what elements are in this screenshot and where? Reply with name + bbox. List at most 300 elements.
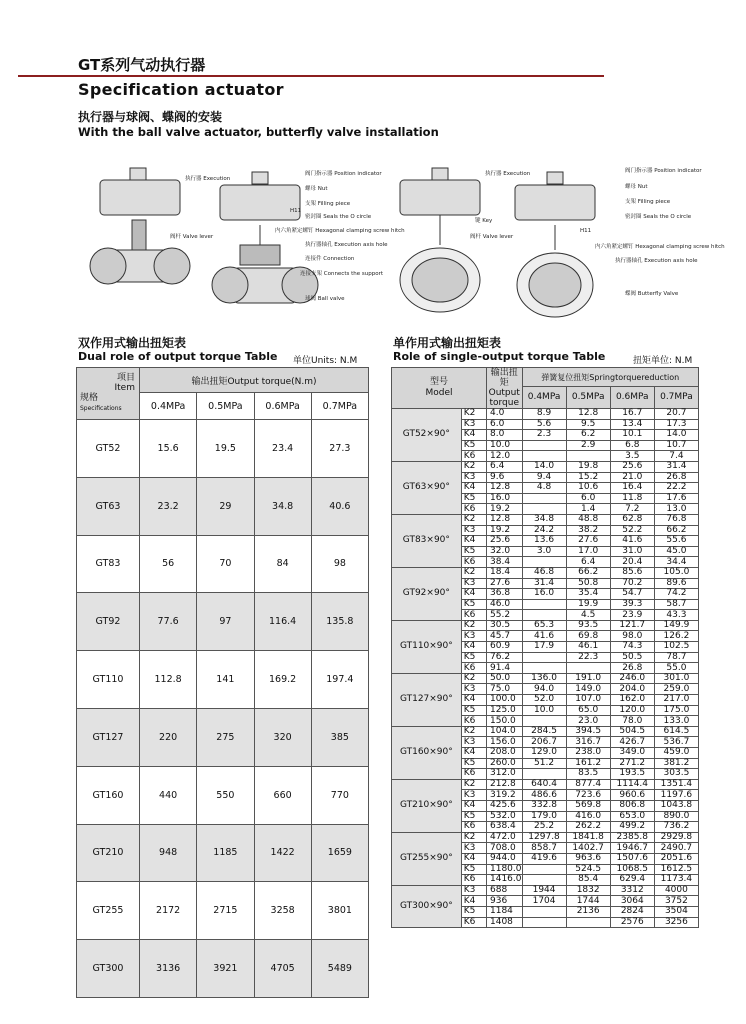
spring-torque-cell: 3064 [610, 896, 654, 907]
spring-torque-cell: 39.3 [610, 599, 654, 610]
spring-torque-cell: 129.0 [522, 748, 566, 759]
spring-torque-cell: 55.0 [654, 663, 698, 674]
k-cell: K3 [461, 843, 486, 854]
spring-torque-cell: 162.0 [610, 695, 654, 706]
model-group-cell: GT160×90° [392, 726, 462, 779]
spring-torque-cell: 2385.8 [610, 832, 654, 843]
model-cell: GT210 [77, 824, 140, 882]
spring-torque-cell: 65.0 [566, 705, 610, 716]
k-cell: K4 [461, 695, 486, 706]
torque-cell: 948 [140, 824, 197, 882]
label-axis-hole-r: 执行器轴孔 Execution axis hole [615, 258, 698, 264]
model-group-cell: GT300×90° [392, 885, 462, 927]
k-cell: K4 [461, 589, 486, 600]
label-position-indicator-r: 阀门指示器 Position indicator [625, 168, 702, 174]
corner-item-en: Item [114, 383, 135, 393]
output-torque-cell: 638.4 [487, 822, 523, 833]
torque-cell: 23.2 [140, 477, 197, 535]
spring-torque-cell: 175.0 [654, 705, 698, 716]
k-cell: K5 [461, 758, 486, 769]
spring-torque-cell: 1507.6 [610, 853, 654, 864]
spring-torque-cell: 51.2 [522, 758, 566, 769]
spring-torque-cell: 1832 [566, 885, 610, 896]
single-table-title-cn: 单作用式输出扭矩表 [393, 336, 502, 350]
spring-torque-cell [522, 599, 566, 610]
spring-torque-cell: 1.4 [566, 504, 610, 515]
spring-torque-cell: 504.5 [610, 726, 654, 737]
torque-cell: 19.5 [197, 420, 254, 478]
spring-torque-cell [522, 716, 566, 727]
spring-torque-cell: 736.2 [654, 822, 698, 833]
k-cell: K6 [461, 557, 486, 568]
label-butterfly-valve-r: 蝶阀 Butterfly Valve [625, 291, 679, 297]
k-cell: K2 [461, 514, 486, 525]
output-torque-cell: 708.0 [487, 843, 523, 854]
output-torque-cell: 4.0 [487, 409, 523, 420]
label-connect-support: 连接支架 Connects the support [300, 271, 383, 277]
torque-cell: 116.4 [254, 593, 311, 651]
single-table-title-en: Role of single-output torque Table [393, 350, 606, 363]
torque-cell: 770 [311, 766, 368, 824]
spring-torque-cell: 66.2 [566, 567, 610, 578]
k-cell: K4 [461, 853, 486, 864]
output-torque-cell: 76.2 [487, 652, 523, 663]
label-nut: 螺母 Nut [305, 186, 328, 192]
torque-cell: 1185 [197, 824, 254, 882]
spring-torque-cell: 76.8 [654, 514, 698, 525]
torque-cell: 1422 [254, 824, 311, 882]
output-torque-cell: 36.8 [487, 589, 523, 600]
spring-torque-cell: 246.0 [610, 673, 654, 684]
label-seals-r: 密封圈 Seals the O circle [625, 214, 692, 220]
single-torque-table [391, 367, 699, 928]
label-position-indicator: 阀门指示器 Position indicator [305, 171, 382, 177]
spring-torque-cell: 640.4 [522, 779, 566, 790]
output-torque-cell: 12.8 [487, 483, 523, 494]
spring-torque-cell: 284.5 [522, 726, 566, 737]
dual-table-row [77, 824, 369, 882]
spring-torque-cell: 2.3 [522, 430, 566, 441]
spring-torque-cell: 107.0 [566, 695, 610, 706]
torque-cell: 40.6 [311, 477, 368, 535]
spring-torque-cell: 5.6 [522, 419, 566, 430]
spring-torque-cell: 17.6 [654, 493, 698, 504]
k-cell: K3 [461, 684, 486, 695]
spring-torque-cell: 23.9 [610, 610, 654, 621]
spring-torque-cell: 43.3 [654, 610, 698, 621]
dual-table-row [77, 882, 369, 940]
spring-header: 弹簧复位扭矩Springtorquereduction [522, 368, 699, 387]
spring-torque-cell: 78.7 [654, 652, 698, 663]
spring-torque-cell: 55.6 [654, 536, 698, 547]
spring-torque-cell: 149.9 [654, 620, 698, 631]
k-cell: K2 [461, 832, 486, 843]
spring-torque-cell: 3752 [654, 896, 698, 907]
output-torque-cell: 10.0 [487, 440, 523, 451]
spring-torque-cell [566, 917, 610, 928]
spring-torque-cell: 1351.4 [654, 779, 698, 790]
torque-cell: 3136 [140, 940, 197, 998]
spring-torque-cell [522, 557, 566, 568]
spring-torque-cell [566, 451, 610, 462]
spring-torque-cell: 10.0 [522, 705, 566, 716]
spring-torque-cell: 69.8 [566, 631, 610, 642]
torque-cell: 320 [254, 708, 311, 766]
k-cell: K6 [461, 716, 486, 727]
output-torque-cell: 75.0 [487, 684, 523, 695]
spring-torque-cell: 35.4 [566, 589, 610, 600]
single-table-row [392, 461, 699, 472]
torque-cell: 97 [197, 593, 254, 651]
k-cell: K3 [461, 578, 486, 589]
spring-torque-cell: 48.8 [566, 514, 610, 525]
spring-torque-cell [522, 610, 566, 621]
output-torque-cell: 50.0 [487, 673, 523, 684]
k-cell: K5 [461, 440, 486, 451]
spring-torque-cell: 1197.6 [654, 790, 698, 801]
model-group-cell: GT63×90° [392, 461, 462, 514]
output-torque-cell: 60.9 [487, 642, 523, 653]
single-table-row [392, 779, 699, 790]
single-table-row [392, 409, 699, 420]
torque-cell: 3801 [311, 882, 368, 940]
model-cell: GT92 [77, 593, 140, 651]
spring-torque-cell: 8.9 [522, 409, 566, 420]
label-filling-piece: 支架 Filling piece [305, 201, 351, 207]
spring-torque-cell: 19.8 [566, 461, 610, 472]
spring-torque-cell: 11.8 [610, 493, 654, 504]
output-torque-cell: 472.0 [487, 832, 523, 843]
spring-torque-cell: 193.5 [610, 769, 654, 780]
label-axis-hole: 执行器轴孔 Execution axis hole [305, 242, 388, 248]
k-cell: K6 [461, 822, 486, 833]
spring-torque-cell [522, 493, 566, 504]
output-torque-cell: 19.2 [487, 525, 523, 536]
spring-torque-cell: 2136 [566, 906, 610, 917]
spring-torque-cell: 74.2 [654, 589, 698, 600]
spring-torque-cell: 66.2 [654, 525, 698, 536]
output-torque-cell: 936 [487, 896, 523, 907]
k-cell: K5 [461, 599, 486, 610]
k-cell: K2 [461, 779, 486, 790]
torque-cell: 3921 [197, 940, 254, 998]
dual-table-row [77, 477, 369, 535]
single-table-row [392, 726, 699, 737]
spring-torque-cell: 6.0 [566, 493, 610, 504]
spring-torque-cell: 259.0 [654, 684, 698, 695]
spring-torque-cell: 1173.4 [654, 875, 698, 886]
spring-torque-cell: 301.0 [654, 673, 698, 684]
output-torque-header: 输出扭矩Output torque(N.m) [140, 368, 369, 393]
output-torque-cell: 6.0 [487, 419, 523, 430]
output-torque-cell: 688 [487, 885, 523, 896]
spring-torque-cell: 25.6 [610, 461, 654, 472]
output-torque-cell: 12.8 [487, 514, 523, 525]
torque-cell: 2172 [140, 882, 197, 940]
k-cell: K3 [461, 885, 486, 896]
spring-torque-cell: 9.5 [566, 419, 610, 430]
spring-torque-cell: 3504 [654, 906, 698, 917]
dual-table-row [77, 708, 369, 766]
spring-torque-cell: 349.0 [610, 748, 654, 759]
single-table-row [392, 885, 699, 896]
spring-torque-cell: 58.7 [654, 599, 698, 610]
spring-torque-cell: 2.9 [566, 440, 610, 451]
label-seals-o-circle: 密封圈 Seals the O circle [305, 214, 372, 220]
spring-torque-cell: 6.2 [566, 430, 610, 441]
spring-torque-cell: 120.0 [610, 705, 654, 716]
label-key-r: 键 Key [475, 218, 493, 224]
output-torque-cell: 55.2 [487, 610, 523, 621]
output-torque-cell: 1184 [487, 906, 523, 917]
dual-table-row [77, 651, 369, 709]
spring-torque-cell: 22.3 [566, 652, 610, 663]
spring-torque-cell [522, 440, 566, 451]
spring-torque-cell [522, 864, 566, 875]
spring-torque-cell: 149.0 [566, 684, 610, 695]
spring-torque-cell [566, 663, 610, 674]
install-title-cn: 执行器与球阀、蝶阀的安装 [78, 110, 223, 124]
k-cell: K4 [461, 642, 486, 653]
spring-torque-cell: 16.4 [610, 483, 654, 494]
spring-torque-cell: 1612.5 [654, 864, 698, 875]
title-rule [18, 75, 604, 77]
spring-torque-cell: 1402.7 [566, 843, 610, 854]
torque-cell: 34.8 [254, 477, 311, 535]
k-cell: K2 [461, 461, 486, 472]
spring-torque-cell: 13.6 [522, 536, 566, 547]
model-group-cell: GT110×90° [392, 620, 462, 673]
k-cell: K2 [461, 673, 486, 684]
spring-torque-cell: 877.4 [566, 779, 610, 790]
spring-torque-cell: 524.5 [566, 864, 610, 875]
spring-torque-cell: 23.0 [566, 716, 610, 727]
torque-cell: 4705 [254, 940, 311, 998]
butterfly-valve-installation-diagram [395, 150, 725, 330]
spring-torque-cell: 20.4 [610, 557, 654, 568]
spring-torque-cell: 2490.7 [654, 843, 698, 854]
model-group-cell: GT52×90° [392, 409, 462, 462]
spring-torque-cell: 1068.5 [610, 864, 654, 875]
output-torque-cell: 156.0 [487, 737, 523, 748]
torque-cell: 135.8 [311, 593, 368, 651]
spring-torque-cell: 70.2 [610, 578, 654, 589]
spring-torque-cell: 459.0 [654, 748, 698, 759]
spring-torque-cell: 52.0 [522, 695, 566, 706]
output-torque-cell: 532.0 [487, 811, 523, 822]
corner-spec-cn: 规格 [80, 393, 99, 403]
spring-torque-cell: 10.7 [654, 440, 698, 451]
spring-torque-cell: 89.6 [654, 578, 698, 589]
torque-cell: 112.8 [140, 651, 197, 709]
spring-torque-cell: 858.7 [522, 843, 566, 854]
spring-torque-cell: 16.7 [610, 409, 654, 420]
k-cell: K3 [461, 631, 486, 642]
k-cell: K6 [461, 917, 486, 928]
model-cell: GT110 [77, 651, 140, 709]
spring-torque-cell: 41.6 [522, 631, 566, 642]
spring-torque-cell: 105.0 [654, 567, 698, 578]
spring-torque-cell: 381.2 [654, 758, 698, 769]
k-cell: K6 [461, 663, 486, 674]
spring-torque-cell: 121.7 [610, 620, 654, 631]
output-header: 输出扭矩 Output torque [487, 368, 523, 409]
spring-torque-cell: 24.2 [522, 525, 566, 536]
spring-torque-cell: 890.0 [654, 811, 698, 822]
model-group-cell: GT210×90° [392, 779, 462, 832]
model-header-cn: 型号 [429, 377, 448, 387]
spring-torque-cell: 303.5 [654, 769, 698, 780]
k-cell: K5 [461, 546, 486, 557]
spring-torque-cell: 161.2 [566, 758, 610, 769]
spring-torque-cell: 16.0 [522, 589, 566, 600]
model-header-en: Model [425, 388, 453, 398]
spring-torque-cell: 85.6 [610, 567, 654, 578]
spring-torque-cell [522, 663, 566, 674]
single-table-unit: 扭矩单位: N.M [633, 356, 693, 366]
torque-cell: 84 [254, 535, 311, 593]
corner-header [77, 368, 140, 420]
spring-torque-cell: 2576 [610, 917, 654, 928]
butterfly-valve-exploded-icon [515, 172, 595, 317]
page-title-en: Specification actuator [78, 80, 284, 99]
label-execution: 执行器 Execution [185, 176, 231, 182]
spring-torque-cell: 2929.8 [654, 832, 698, 843]
pressure-header: 0.7MPa [311, 393, 368, 420]
pressure-header: 0.6MPa [254, 393, 311, 420]
model-group-cell: GT127×90° [392, 673, 462, 726]
k-cell: K5 [461, 864, 486, 875]
spring-torque-cell: 26.8 [654, 472, 698, 483]
spring-torque-cell: 1841.8 [566, 832, 610, 843]
spring-torque-cell: 19.9 [566, 599, 610, 610]
spring-torque-cell: 74.3 [610, 642, 654, 653]
spring-torque-cell: 191.0 [566, 673, 610, 684]
model-cell: GT300 [77, 940, 140, 998]
output-torque-cell: 32.0 [487, 546, 523, 557]
label-h11: H11 [290, 208, 302, 214]
k-cell: K4 [461, 800, 486, 811]
spring-torque-cell: 3.5 [610, 451, 654, 462]
spring-torque-cell: 4.5 [566, 610, 610, 621]
output-torque-cell: 30.5 [487, 620, 523, 631]
spring-torque-cell: 3.0 [522, 546, 566, 557]
torque-cell: 15.6 [140, 420, 197, 478]
spring-torque-cell: 6.4 [566, 557, 610, 568]
spring-torque-cell: 38.2 [566, 525, 610, 536]
butterfly-valve-assembly-icon [400, 168, 480, 312]
spring-torque-cell: 7.2 [610, 504, 654, 515]
torque-cell: 141 [197, 651, 254, 709]
spring-torque-cell: 499.2 [610, 822, 654, 833]
ball-valve-installation-diagram [90, 150, 405, 330]
k-cell: K6 [461, 875, 486, 886]
dual-table-row [77, 593, 369, 651]
spring-torque-cell: 10.6 [566, 483, 610, 494]
spring-torque-cell: 316.7 [566, 737, 610, 748]
label-hex-screw-r: 内六角紧定螺钉 Hexagonal clamping screw hitch [595, 244, 725, 250]
spring-torque-cell: 17.3 [654, 419, 698, 430]
spring-torque-cell: 2824 [610, 906, 654, 917]
single-table-row [392, 673, 699, 684]
spring-pressure-header: 0.7MPa [654, 387, 698, 409]
spring-torque-cell: 960.6 [610, 790, 654, 801]
spring-torque-cell: 179.0 [522, 811, 566, 822]
model-cell: GT160 [77, 766, 140, 824]
output-torque-cell: 319.2 [487, 790, 523, 801]
spring-torque-cell: 394.5 [566, 726, 610, 737]
spring-torque-cell: 204.0 [610, 684, 654, 695]
spring-torque-cell: 50.5 [610, 652, 654, 663]
torque-cell: 56 [140, 535, 197, 593]
k-cell: K3 [461, 525, 486, 536]
spring-torque-cell: 426.7 [610, 737, 654, 748]
spring-torque-cell: 10.1 [610, 430, 654, 441]
output-torque-cell: 1408 [487, 917, 523, 928]
spring-torque-cell [522, 917, 566, 928]
output-torque-cell: 944.0 [487, 853, 523, 864]
spring-torque-cell [522, 504, 566, 515]
spring-torque-cell: 93.5 [566, 620, 610, 631]
single-table-row [392, 567, 699, 578]
spring-torque-cell: 52.2 [610, 525, 654, 536]
spring-torque-cell: 1114.4 [610, 779, 654, 790]
k-cell: K6 [461, 769, 486, 780]
single-table-row [392, 832, 699, 843]
spring-torque-cell: 963.6 [566, 853, 610, 864]
dual-table-row [77, 766, 369, 824]
output-torque-cell: 38.4 [487, 557, 523, 568]
spring-torque-cell: 45.0 [654, 546, 698, 557]
spring-torque-cell: 806.8 [610, 800, 654, 811]
spring-torque-cell: 62.8 [610, 514, 654, 525]
spring-torque-cell: 126.2 [654, 631, 698, 642]
spring-torque-cell: 262.2 [566, 822, 610, 833]
spring-torque-cell: 15.2 [566, 472, 610, 483]
k-cell: K3 [461, 737, 486, 748]
spring-torque-cell: 31.0 [610, 546, 654, 557]
spring-torque-cell: 78.0 [610, 716, 654, 727]
torque-cell: 98 [311, 535, 368, 593]
output-torque-cell: 1180.0 [487, 864, 523, 875]
k-cell: K2 [461, 620, 486, 631]
output-torque-cell: 25.6 [487, 536, 523, 547]
spring-torque-cell: 14.0 [522, 461, 566, 472]
torque-cell: 550 [197, 766, 254, 824]
model-cell: GT127 [77, 708, 140, 766]
spring-torque-cell: 14.0 [654, 430, 698, 441]
spring-torque-cell: 31.4 [522, 578, 566, 589]
spring-torque-cell: 3312 [610, 885, 654, 896]
torque-cell: 169.2 [254, 651, 311, 709]
model-group-cell: GT92×90° [392, 567, 462, 620]
spring-torque-cell: 85.4 [566, 875, 610, 886]
output-torque-cell: 19.2 [487, 504, 523, 515]
output-torque-cell: 100.0 [487, 695, 523, 706]
torque-cell: 440 [140, 766, 197, 824]
spring-torque-cell: 3256 [654, 917, 698, 928]
k-cell: K3 [461, 790, 486, 801]
ball-valve-exploded-icon [212, 172, 318, 303]
spring-torque-cell: 46.1 [566, 642, 610, 653]
spring-torque-cell: 54.7 [610, 589, 654, 600]
spring-torque-cell: 1704 [522, 896, 566, 907]
spring-torque-cell: 4.8 [522, 483, 566, 494]
k-cell: K5 [461, 652, 486, 663]
spring-torque-cell: 9.4 [522, 472, 566, 483]
spring-torque-cell: 13.4 [610, 419, 654, 430]
torque-cell: 660 [254, 766, 311, 824]
